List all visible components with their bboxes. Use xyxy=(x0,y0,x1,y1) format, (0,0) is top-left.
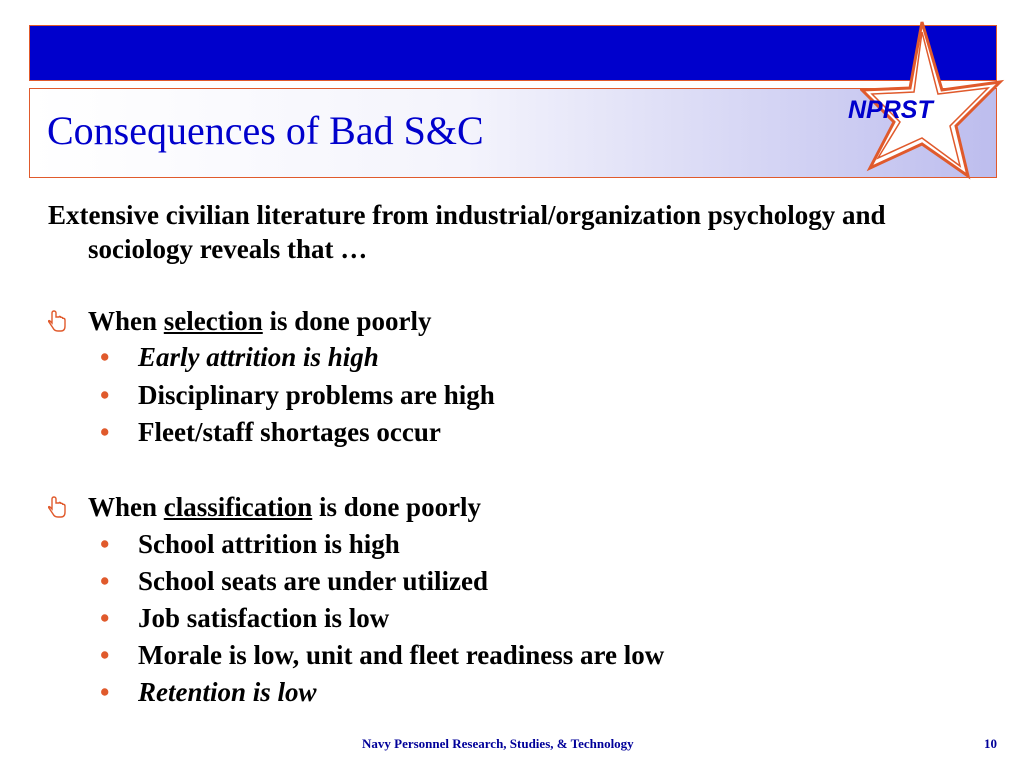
bullet-dot: • xyxy=(100,603,110,633)
bullet-dot: • xyxy=(100,677,110,707)
bullet-dot: • xyxy=(100,640,110,670)
bullet-dot: • xyxy=(100,380,110,410)
footer-organization: Navy Personnel Research, Studies, & Technology xyxy=(362,736,634,751)
bullet-dot: • xyxy=(100,529,110,559)
section-heading: When selection is done poorly xyxy=(88,306,432,336)
bullet-dot: • xyxy=(100,342,110,372)
bullet-dot: • xyxy=(100,566,110,596)
section-heading: When classification is done poorly xyxy=(88,492,482,522)
section-keyword: classification xyxy=(163,492,313,522)
header-blue-bar xyxy=(29,25,997,81)
slide-footer xyxy=(0,736,1024,756)
page-number: 10 xyxy=(984,736,997,751)
intro-paragraph: Extensive civilian literature from industrial/organization psychology and sociology reveals that … xyxy=(48,200,886,264)
logo-text: NPRST xyxy=(848,96,933,124)
pointing-hand-icon xyxy=(48,309,68,333)
slide-title: Consequences of Bad S&C xyxy=(47,108,484,153)
pointing-hand-icon xyxy=(48,495,68,519)
section-keyword: selection xyxy=(163,306,263,336)
bullet-dot: • xyxy=(100,417,110,447)
